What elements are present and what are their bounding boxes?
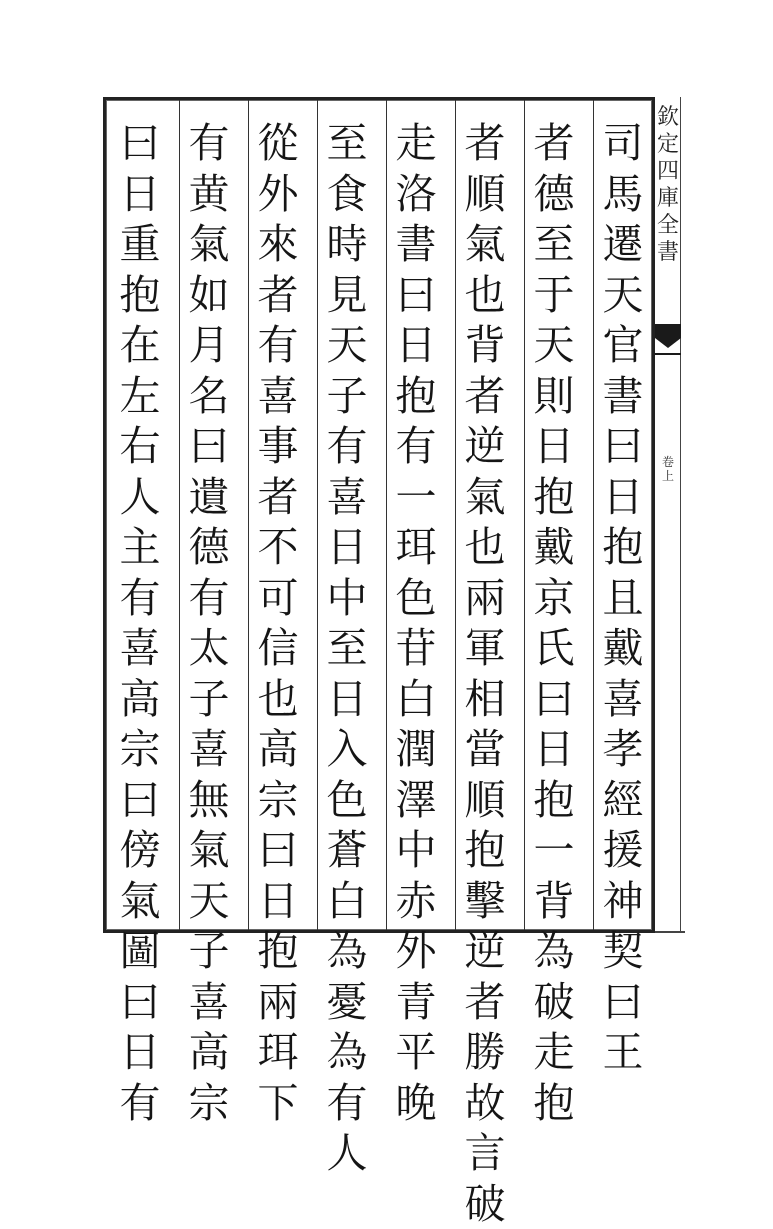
glyph: 至	[322, 623, 372, 674]
text-segment	[529, 118, 579, 573]
glyph: 王	[598, 1027, 648, 1078]
glyph: 太	[184, 623, 234, 674]
glyph: 外	[391, 926, 441, 977]
glyph: 從	[253, 118, 303, 169]
glyph: 卷	[662, 455, 674, 469]
glyph: 抱	[529, 1078, 579, 1129]
text-segment	[322, 118, 372, 1179]
glyph: 孝	[598, 724, 648, 775]
glyph: 外	[253, 169, 303, 220]
text-segment	[253, 724, 303, 1128]
glyph: 名	[184, 371, 234, 422]
glyph: 曰	[184, 421, 234, 472]
glyph: 也	[460, 270, 510, 321]
glyph: 高	[115, 674, 165, 725]
text-column-6	[249, 118, 307, 918]
glyph: 重	[115, 219, 165, 270]
glyph: 書	[391, 219, 441, 270]
glyph: 故	[460, 1078, 510, 1129]
glyph: 且	[598, 573, 648, 624]
text-column-7	[180, 118, 238, 918]
glyph: 擊	[460, 876, 510, 927]
text-column-2	[525, 118, 583, 918]
glyph: 于	[529, 270, 579, 321]
text-column-3	[456, 118, 514, 918]
glyph: 子	[184, 674, 234, 725]
glyph: 至	[322, 118, 372, 169]
glyph: 上	[662, 469, 674, 483]
glyph: 為	[322, 926, 372, 977]
glyph: 日	[322, 674, 372, 725]
glyph: 戴	[598, 623, 648, 674]
glyph: 有	[253, 320, 303, 371]
text-segment	[115, 118, 165, 674]
glyph: 日	[322, 522, 372, 573]
glyph: 子	[184, 926, 234, 977]
text-segment	[184, 1027, 234, 1128]
glyph: 者	[460, 118, 510, 169]
glyph: 有	[115, 573, 165, 624]
gutter-bottom-rule	[655, 931, 685, 933]
glyph: 氏	[529, 623, 579, 674]
glyph: 者	[253, 270, 303, 321]
glyph: 背	[529, 876, 579, 927]
juan-label	[661, 455, 675, 483]
glyph: 不	[253, 522, 303, 573]
glyph: 欽	[657, 104, 679, 131]
text-segment	[598, 118, 648, 724]
glyph: 兩	[253, 977, 303, 1028]
glyph: 氣	[115, 876, 165, 927]
text-segment	[529, 573, 579, 1129]
glyph: 走	[391, 118, 441, 169]
text-segment	[391, 118, 441, 169]
glyph: 曰	[391, 270, 441, 321]
glyph: 宗	[115, 724, 165, 775]
glyph: 定	[657, 131, 679, 158]
glyph: 憂	[322, 977, 372, 1028]
glyph: 日	[529, 724, 579, 775]
glyph: 可	[253, 573, 303, 624]
glyph: 日	[391, 320, 441, 371]
glyph: 青	[391, 977, 441, 1028]
glyph: 有	[322, 1078, 372, 1129]
glyph: 入	[322, 724, 372, 775]
margin-title	[655, 104, 681, 266]
glyph: 主	[115, 522, 165, 573]
glyph: 如	[184, 270, 234, 321]
glyph: 晚	[391, 1078, 441, 1129]
glyph: 日	[253, 876, 303, 927]
glyph: 曰	[598, 421, 648, 472]
glyph: 破	[460, 1179, 510, 1229]
glyph: 則	[529, 371, 579, 422]
glyph: 遷	[598, 219, 648, 270]
glyph: 經	[598, 775, 648, 826]
glyph: 言	[460, 1128, 510, 1179]
text-segment	[391, 169, 441, 1129]
text-column-5	[318, 118, 376, 918]
glyph: 氣	[184, 825, 234, 876]
glyph: 白	[322, 876, 372, 927]
glyph: 相	[460, 674, 510, 725]
glyph: 神	[598, 876, 648, 927]
glyph: 喜	[598, 674, 648, 725]
glyph: 曰	[115, 118, 165, 169]
glyph: 者	[529, 118, 579, 169]
glyph: 抱	[391, 371, 441, 422]
glyph: 曰	[598, 977, 648, 1028]
glyph: 司	[598, 118, 648, 169]
glyph: 右	[115, 421, 165, 472]
glyph: 苷	[391, 623, 441, 674]
glyph: 一	[529, 825, 579, 876]
glyph: 者	[460, 977, 510, 1028]
glyph: 官	[598, 320, 648, 371]
glyph: 珥	[253, 1027, 303, 1078]
glyph: 天	[529, 320, 579, 371]
glyph: 無	[184, 775, 234, 826]
glyph: 全	[657, 212, 679, 239]
glyph: 勝	[460, 1027, 510, 1078]
glyph: 為	[529, 926, 579, 977]
glyph: 左	[115, 371, 165, 422]
text-segment	[115, 674, 165, 1129]
glyph: 在	[115, 320, 165, 371]
glyph: 潤	[391, 724, 441, 775]
glyph: 破	[529, 977, 579, 1028]
glyph: 抱	[598, 522, 648, 573]
glyph: 抱	[529, 472, 579, 523]
glyph: 珥	[391, 522, 441, 573]
glyph: 戴	[529, 522, 579, 573]
glyph: 信	[253, 623, 303, 674]
glyph: 德	[529, 169, 579, 220]
glyph: 有	[115, 1078, 165, 1129]
glyph: 援	[598, 825, 648, 876]
text-segment	[460, 118, 510, 1229]
glyph: 宗	[184, 1078, 234, 1129]
glyph: 順	[460, 169, 510, 220]
glyph: 圖	[115, 926, 165, 977]
glyph: 天	[598, 270, 648, 321]
text-column-1	[594, 118, 652, 918]
glyph: 下	[253, 1078, 303, 1129]
glyph: 宗	[253, 775, 303, 826]
glyph: 曰	[115, 775, 165, 826]
glyph: 見	[322, 270, 372, 321]
glyph: 中	[391, 825, 441, 876]
glyph: 白	[391, 674, 441, 725]
glyph: 事	[253, 421, 303, 472]
glyph: 也	[253, 674, 303, 725]
glyph: 遺	[184, 472, 234, 523]
glyph: 日	[529, 421, 579, 472]
glyph: 傍	[115, 825, 165, 876]
glyph: 有	[184, 118, 234, 169]
text-segment	[253, 118, 303, 724]
fish-tail-ornament	[655, 324, 681, 368]
text-segment	[184, 118, 234, 1027]
glyph: 背	[460, 320, 510, 371]
glyph: 逆	[460, 926, 510, 977]
text-column-4	[387, 118, 445, 918]
glyph: 順	[460, 775, 510, 826]
glyph: 曰	[529, 674, 579, 725]
glyph: 德	[184, 522, 234, 573]
glyph: 喜	[322, 472, 372, 523]
glyph: 有	[391, 421, 441, 472]
glyph: 日	[598, 472, 648, 523]
glyph: 抱	[460, 825, 510, 876]
glyph: 有	[184, 573, 234, 624]
glyph: 黄	[184, 169, 234, 220]
glyph: 洛	[391, 169, 441, 220]
glyph: 庫	[657, 185, 679, 212]
glyph: 喜	[184, 977, 234, 1028]
glyph: 蒼	[322, 825, 372, 876]
glyph: 京	[529, 573, 579, 624]
glyph: 抱	[253, 926, 303, 977]
glyph: 馬	[598, 169, 648, 220]
glyph: 書	[657, 239, 679, 266]
glyph: 來	[253, 219, 303, 270]
glyph: 日	[115, 1027, 165, 1078]
glyph: 一	[391, 472, 441, 523]
glyph: 也	[460, 522, 510, 573]
glyph: 中	[322, 573, 372, 624]
glyph: 人	[115, 472, 165, 523]
glyph: 氣	[184, 219, 234, 270]
glyph: 曰	[115, 977, 165, 1028]
glyph: 平	[391, 1027, 441, 1078]
glyph: 曰	[253, 825, 303, 876]
glyph: 喜	[253, 371, 303, 422]
text-segment	[598, 724, 648, 1078]
glyph: 天	[322, 320, 372, 371]
glyph: 四	[657, 158, 679, 185]
glyph: 者	[253, 472, 303, 523]
glyph: 澤	[391, 775, 441, 826]
glyph: 軍	[460, 623, 510, 674]
glyph: 喜	[184, 724, 234, 775]
glyph: 人	[322, 1128, 372, 1179]
glyph: 抱	[115, 270, 165, 321]
glyph: 逆	[460, 421, 510, 472]
glyph: 色	[391, 573, 441, 624]
glyph: 至	[529, 219, 579, 270]
glyph: 者	[460, 371, 510, 422]
glyph: 食	[322, 169, 372, 220]
glyph: 子	[322, 371, 372, 422]
glyph: 赤	[391, 876, 441, 927]
glyph: 日	[115, 169, 165, 220]
glyph: 時	[322, 219, 372, 270]
text-column-8	[111, 118, 169, 918]
glyph: 高	[184, 1027, 234, 1078]
glyph: 氣	[460, 219, 510, 270]
glyph: 契	[598, 926, 648, 977]
glyph: 走	[529, 1027, 579, 1078]
glyph: 天	[184, 876, 234, 927]
glyph: 當	[460, 724, 510, 775]
glyph: 喜	[115, 623, 165, 674]
glyph: 書	[598, 371, 648, 422]
glyph: 為	[322, 1027, 372, 1078]
glyph: 氣	[460, 472, 510, 523]
glyph: 高	[253, 724, 303, 775]
glyph: 有	[322, 421, 372, 472]
glyph: 兩	[460, 573, 510, 624]
glyph: 色	[322, 775, 372, 826]
glyph: 月	[184, 320, 234, 371]
glyph: 抱	[529, 775, 579, 826]
